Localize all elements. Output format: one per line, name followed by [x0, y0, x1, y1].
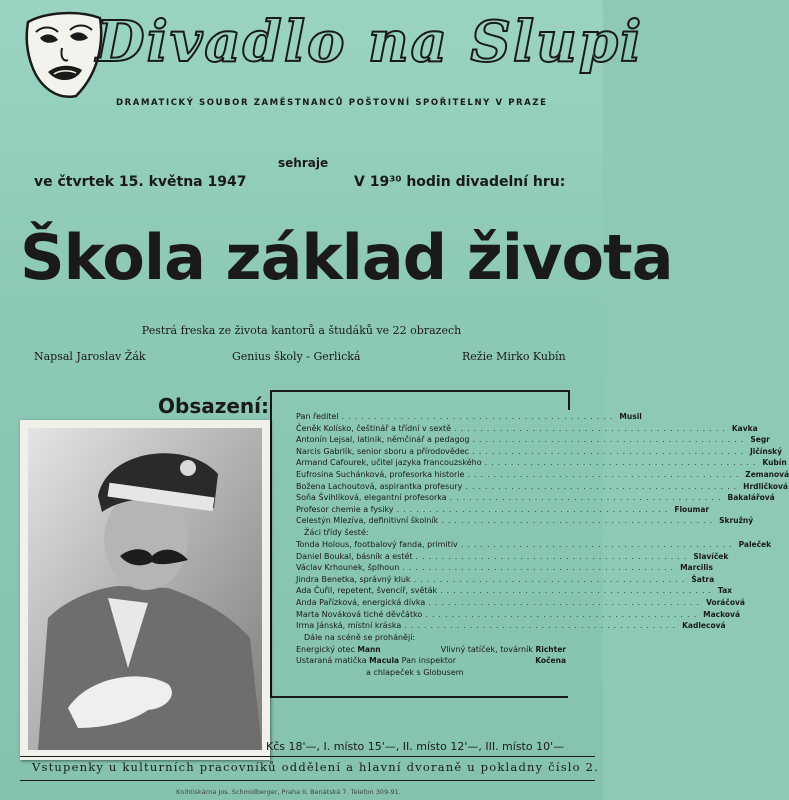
cast-row: Antonín Lejsal, latinik, němčinář a pedagog .......................................... Segr	[296, 435, 770, 445]
price-line: Kčs 18'—, I. místo 15'—, II. místo 12'—, III. místo 10'—	[266, 740, 565, 753]
author-credit: Napsal Jaroslav Žák	[34, 350, 146, 363]
cast-row: Celestýn Mlezíva, definitivní školník .......................................... Skružný	[296, 516, 754, 526]
actor: Musil	[619, 412, 642, 421]
role: Ustaraná matička	[296, 656, 367, 666]
divider	[20, 780, 595, 781]
role: Václav Krhounek, šplhoun	[296, 563, 400, 573]
actor: Slavíček	[693, 551, 729, 561]
actor: Mann	[357, 644, 381, 654]
actor: Richter	[535, 644, 566, 654]
actor-photo-frame	[20, 420, 270, 760]
role: Jindra Benetka, správný kluk	[296, 574, 411, 584]
performance-date: ve čtvrtek 15. května 1947	[34, 174, 247, 190]
actor: Kočena	[535, 656, 566, 666]
role: Eufrosina Suchánková, profesorka historie	[296, 469, 465, 479]
genius-credit: Genius školy - Gerlická	[232, 350, 361, 363]
actor: Kavka	[731, 423, 758, 433]
actor: Kubín	[762, 458, 787, 468]
extras-line	[296, 656, 566, 668]
extras	[296, 645, 566, 680]
role: Pan ředitel	[296, 412, 339, 421]
director-credit: Režie Mirko Kubín	[462, 350, 566, 363]
actor: Jičínský	[750, 446, 783, 456]
cast-row: Čeněk Kolísko, češtinář a třídní v sextě .......................................... Kavka	[296, 423, 758, 433]
extras-line	[296, 645, 566, 657]
role: Armand Cafourek, učitel jazyka francouzského	[296, 458, 482, 468]
cast-row: Pan ředitel .......................................... Musil	[296, 412, 642, 421]
role: Irma Jánská, místní kráska	[296, 621, 402, 631]
actor: Paleček	[738, 539, 772, 549]
cast-row: Profesor chemie a fysiky .......................................... Floumar	[296, 504, 710, 514]
role: Energický otec	[296, 644, 355, 654]
actor: Skružný	[719, 516, 754, 526]
actor: Tax	[717, 586, 732, 596]
role: Soňa Švihlíková, elegantní profesorka	[296, 493, 447, 503]
role: Marta Nováková tiché děvčátko	[296, 609, 423, 619]
divider	[20, 756, 595, 757]
ticket-info: Vstupenky u kulturních pracovníků oddělení a hlavní dvoraně u pokladny číslo 2.	[32, 760, 600, 774]
actor: Macková	[703, 609, 740, 619]
actor: Hrdličková	[743, 481, 788, 491]
play-title: Škola základ života	[20, 221, 673, 294]
cast-row: Ada Čuřil, repetent, švencíř, světák .......................................... Tax	[296, 586, 732, 596]
extras-line: a chlapeček s Globusem	[366, 667, 464, 677]
cast-row: Božena Lachoutová, aspirantka profesury .......................................... Hrdličková	[296, 481, 788, 491]
role: Čeněk Kolísko, češtinář a třídní v sextě	[296, 423, 452, 433]
performance-time: V 19³⁰ hodin divadelní hru:	[354, 174, 566, 190]
cast-row: Irma Jánská, místní kráska .......................................... Kadlecová	[296, 621, 726, 631]
cast-row: Armand Cafourek, učitel jazyka francouzského .......................................... Kubín	[296, 458, 787, 468]
actor: Segr	[750, 435, 770, 445]
cast-list	[296, 412, 789, 679]
actor: Šatra	[691, 574, 715, 584]
cast-row: Václav Krhounek, šplhoun .......................................... Marcilis	[296, 563, 713, 573]
cast-row: Daniel Boukal, básník a estét .......................................... Slavíček	[296, 551, 729, 561]
role: Anda Pařízková, energická dívka	[296, 597, 426, 607]
cast-row: Jindra Benetka, správný kluk .......................................... Šatra	[296, 574, 715, 584]
role: Pan inspektor	[401, 656, 457, 666]
actor: Floumar	[674, 504, 710, 514]
cast-row: Soňa Švihlíková, elegantní profesorka .......................................... Bakalářová	[296, 493, 775, 503]
role: Antonín Lejsal, latinik, němčinář a pedagog	[296, 435, 470, 445]
role: Božena Lachoutová, aspirantka profesury	[296, 481, 463, 491]
actor: Marcilis	[680, 563, 713, 573]
role: Profesor chemie a fysiky	[296, 504, 394, 514]
company-name: DRAMATICKÝ SOUBOR ZAMĚSTNANCŮ POŠTOVNÍ SPOŘITELNY V PRAZE	[116, 98, 548, 108]
role: Ada Čuřil, repetent, švencíř, světák	[296, 586, 438, 596]
cast-heading: Obsazení:	[158, 394, 270, 418]
actor-photo	[28, 428, 262, 750]
role: Daniel Boukal, básník a estét	[296, 551, 413, 561]
actor: Voráčová	[706, 597, 745, 607]
theater-name: Divadlo na Slupi	[96, 9, 644, 75]
actor: Zemanová	[745, 469, 789, 479]
cast-row: Eufrosina Suchánková, profesorka historie .......................................... Zemanová	[296, 469, 789, 479]
printer-credit: Knihtiskárna Jos. Schmidberger, Praha II, Benátská 7. Telefon 309-91.	[176, 788, 401, 796]
also-heading: Dále na scéně se prohánějí:	[304, 632, 416, 642]
play-subtitle: Pestrá freska ze života kantorů a študáků ve 22 obrazech	[141, 324, 462, 337]
actor: Macula	[369, 656, 400, 666]
role: Celestýn Mlezíva, definitivní školník	[296, 516, 439, 526]
role: Narcis Gabrlík, senior sboru a přírodovědec	[296, 446, 470, 456]
pupils-heading: Žáci třídy šesté:	[304, 527, 369, 537]
cast-row: Marta Nováková tiché děvčátko .......................................... Macková	[296, 609, 740, 619]
role: Tonda Holous, footbalový fanda, primitiv	[296, 539, 458, 549]
plays-label: sehraje	[278, 156, 329, 170]
cast-row: Tonda Holous, footbalový fanda, primitiv .......................................... Paleček	[296, 539, 772, 549]
cast-row: Anda Pařízková, energická dívka .......................................... Voráčová	[296, 597, 745, 607]
role: Vlivný tatíček, továrník	[440, 644, 533, 654]
actor: Bakalářová	[727, 493, 775, 503]
actor: Kadlecová	[682, 621, 726, 631]
cast-row: Narcis Gabrlík, senior sboru a přírodovědec .......................................... Jičínský	[296, 446, 783, 456]
